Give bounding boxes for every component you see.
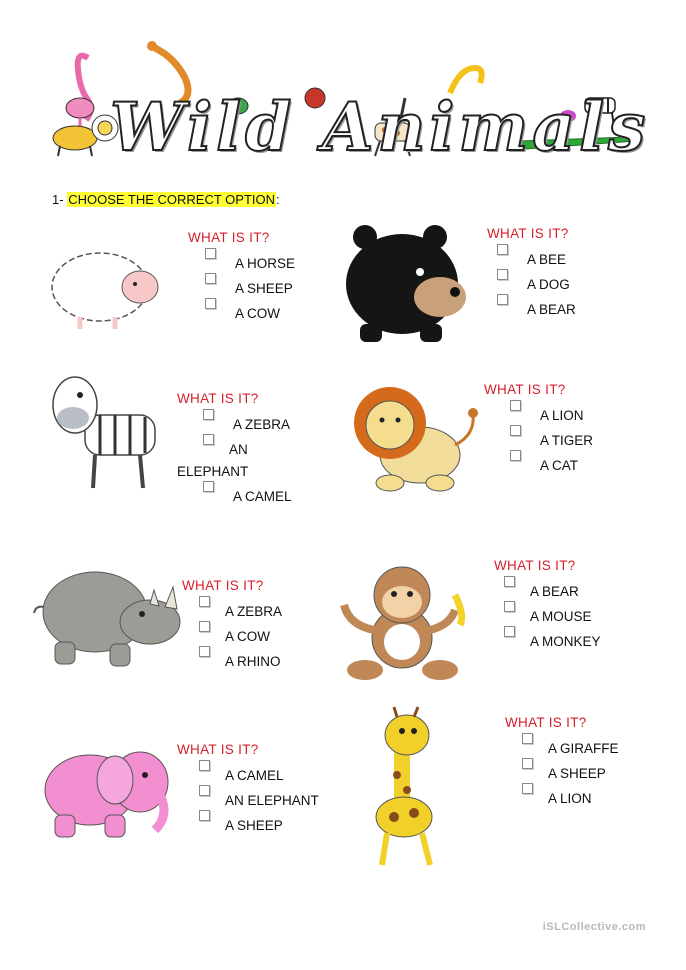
option-checkbox[interactable]	[199, 649, 282, 674]
option-label: A ZEBRA	[225, 604, 283, 619]
giraffe-illustration	[352, 705, 462, 870]
option-label: A DOG	[527, 277, 570, 292]
option-checkbox[interactable]	[199, 788, 319, 813]
option-label: A BEE	[527, 252, 567, 267]
checkbox[interactable]	[510, 425, 521, 436]
checkbox[interactable]	[203, 409, 214, 420]
checkbox[interactable]	[522, 758, 533, 769]
option-checkbox[interactable]	[199, 813, 319, 838]
option-label: A CAMEL	[233, 489, 292, 504]
question-label: WHAT IS IT?	[182, 578, 264, 593]
question-8	[505, 715, 619, 811]
option-label-line1: AN	[229, 442, 248, 457]
instruction-text: CHOOSE THE CORRECT OPTION	[68, 192, 276, 207]
option-checkbox[interactable]	[203, 484, 292, 509]
option-checkbox[interactable]	[199, 599, 282, 624]
checkbox[interactable]	[199, 646, 210, 657]
question-label: WHAT IS IT?	[177, 742, 259, 757]
instruction-suffix: :	[276, 192, 280, 207]
option-checkbox[interactable]	[522, 736, 619, 761]
option-checkbox[interactable]	[199, 624, 282, 649]
option-label: A COW	[225, 629, 271, 644]
option-label: A COW	[235, 306, 281, 321]
option-checkbox[interactable]	[497, 247, 576, 272]
question-7	[177, 742, 319, 838]
checkbox[interactable]	[504, 626, 515, 637]
option-label: A GIRAFFE	[548, 741, 619, 756]
question-label: WHAT IS IT?	[484, 382, 566, 397]
checkbox[interactable]	[205, 298, 216, 309]
checkbox[interactable]	[199, 785, 210, 796]
question-5	[182, 578, 282, 674]
option-checkbox[interactable]	[522, 786, 619, 811]
option-checkbox[interactable]	[205, 251, 295, 276]
option-checkbox[interactable]	[510, 403, 593, 428]
option-checkbox[interactable]	[497, 272, 576, 297]
checkbox[interactable]	[522, 733, 533, 744]
option-label: A TIGER	[540, 433, 594, 448]
question-label: WHAT IS IT?	[177, 391, 259, 406]
checkbox[interactable]	[203, 434, 214, 445]
question-2	[487, 226, 576, 322]
option-label: A MONKEY	[530, 634, 601, 649]
rhino-illustration	[30, 552, 185, 672]
option-label: A LION	[540, 408, 584, 423]
checkbox[interactable]	[205, 248, 216, 259]
option-label: A SHEEP	[235, 281, 293, 296]
option-label: A HORSE	[235, 256, 296, 271]
worksheet-title: Wild Animals	[110, 88, 650, 166]
option-checkbox[interactable]	[522, 761, 619, 786]
instruction-line	[52, 192, 280, 207]
option-checkbox[interactable]	[510, 453, 593, 478]
checkbox[interactable]	[199, 760, 210, 771]
checkbox[interactable]	[522, 783, 533, 794]
monkey-illustration	[330, 560, 480, 685]
option-label: A RHINO	[225, 654, 281, 669]
title-banner	[40, 38, 650, 166]
question-label: WHAT IS IT?	[487, 226, 569, 241]
option-checkbox[interactable]	[203, 412, 292, 437]
question-4	[484, 382, 593, 478]
checkbox[interactable]	[504, 601, 515, 612]
checkbox[interactable]	[510, 400, 521, 411]
option-label: A CAMEL	[225, 768, 284, 783]
option-label: A CAT	[540, 458, 579, 473]
question-label: WHAT IS IT?	[188, 230, 270, 245]
question-label: WHAT IS IT?	[505, 715, 587, 730]
option-checkbox[interactable]	[504, 629, 601, 654]
bear-illustration	[340, 212, 475, 347]
option-label-line2: ELEPHANT	[177, 464, 249, 479]
checkbox[interactable]	[199, 621, 210, 632]
footer-watermark: iSLCollective.com	[542, 921, 646, 933]
option-checkbox[interactable]	[205, 276, 295, 301]
checkbox[interactable]	[203, 481, 214, 492]
elephant-illustration	[35, 740, 180, 840]
checkbox[interactable]	[504, 576, 515, 587]
option-checkbox[interactable]	[504, 579, 601, 604]
option-checkbox[interactable]	[205, 301, 295, 326]
option-label: A SHEEP	[225, 818, 283, 833]
option-checkbox[interactable]	[497, 297, 576, 322]
option-checkbox[interactable]	[177, 437, 292, 484]
option-checkbox[interactable]	[199, 763, 319, 788]
option-checkbox[interactable]	[510, 428, 593, 453]
question-1	[188, 230, 295, 326]
dog-icon	[53, 126, 97, 156]
option-label: A ZEBRA	[233, 417, 291, 432]
option-label: A SHEEP	[548, 766, 606, 781]
option-label: A BEAR	[527, 302, 576, 317]
checkbox[interactable]	[497, 269, 508, 280]
zebra-illustration	[45, 360, 175, 495]
sheep-illustration	[40, 232, 170, 332]
option-label: A LION	[548, 791, 592, 806]
option-label: AN ELEPHANT	[225, 793, 319, 808]
question-3	[177, 391, 292, 509]
checkbox[interactable]	[497, 294, 508, 305]
question-label: WHAT IS IT?	[494, 558, 576, 573]
checkbox[interactable]	[199, 596, 210, 607]
option-label: A MOUSE	[530, 609, 592, 624]
option-label: A BEAR	[530, 584, 579, 599]
instruction-number: 1-	[52, 192, 64, 207]
checkbox[interactable]	[199, 810, 210, 821]
checkbox[interactable]	[510, 450, 521, 461]
question-6	[494, 558, 601, 654]
option-checkbox[interactable]	[504, 604, 601, 629]
checkbox[interactable]	[205, 273, 216, 284]
lion-illustration	[350, 375, 485, 495]
checkbox[interactable]	[497, 244, 508, 255]
